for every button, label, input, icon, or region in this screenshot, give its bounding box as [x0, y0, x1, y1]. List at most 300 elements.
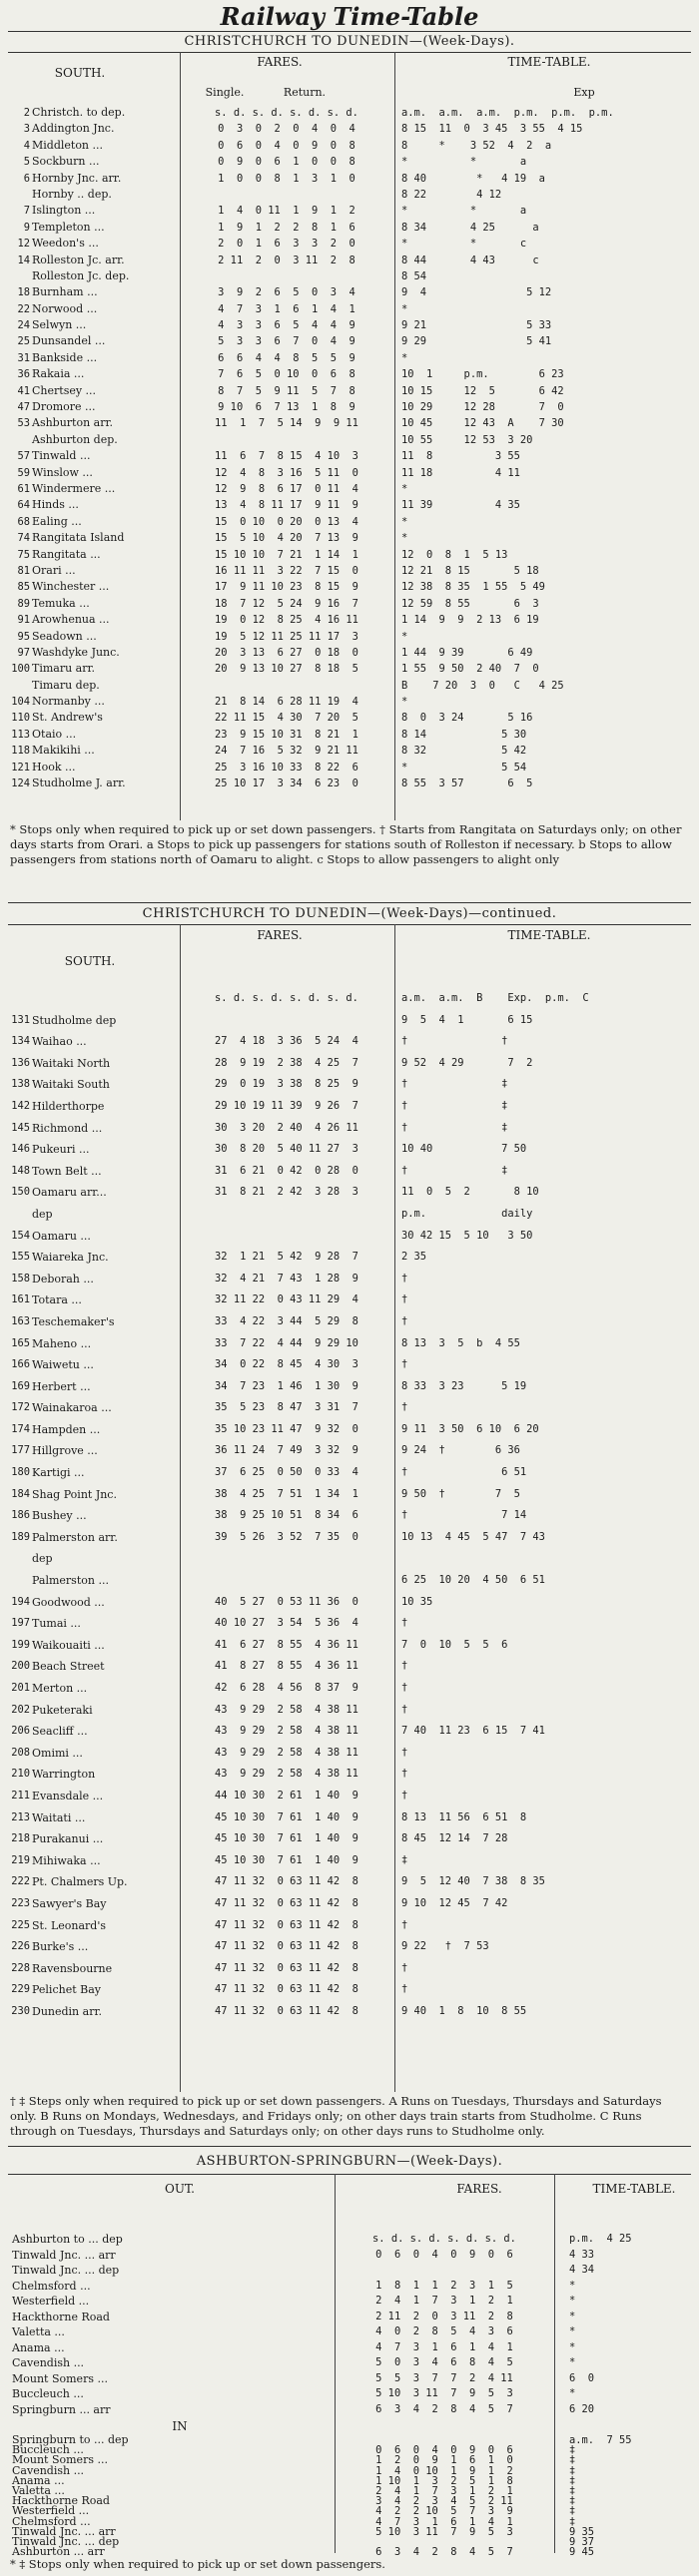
station-cell: Omimi ... — [32, 1746, 83, 1760]
times-cell: † — [401, 1682, 408, 1694]
station-cell: Hackthorne Road — [12, 2494, 110, 2508]
mileage-cell: 158 — [11, 1272, 30, 1285]
mileage-cell: 81 — [17, 564, 30, 577]
mileage-cell: 118 — [11, 745, 30, 758]
fares-cell: 3 4 2 3 4 5 2 11 — [375, 2495, 513, 2508]
mileage-cell: 12 — [17, 238, 30, 251]
times-cell: † — [401, 1789, 408, 1802]
fares-cell: 25 3 16 10 33 8 22 6 — [215, 761, 358, 773]
fares-cell: 29 0 19 3 38 8 25 9 — [215, 1078, 358, 1091]
station-cell: Evansdale ... — [32, 1789, 104, 1803]
fares-cell: 43 9 29 2 58 4 38 11 — [215, 1703, 358, 1716]
section3-timetable-header: TIME-TABLE. — [592, 2182, 676, 2196]
station-cell: Ashburton arr. — [32, 416, 114, 430]
fares-cell: 40 5 27 0 53 11 36 0 — [215, 1595, 358, 1608]
section3-out-header: OUT. — [164, 2182, 195, 2196]
station-cell: Beach Street — [32, 1660, 105, 1674]
times-cell: * — [401, 482, 408, 495]
times-cell: 1 44 9 39 6 49 — [401, 646, 533, 659]
fares-cell: 4 7 3 1 6 1 4 1 — [375, 2340, 513, 2353]
fares-cell: 31 6 21 0 42 0 28 0 — [215, 1164, 358, 1177]
station-cell: Valetta ... — [12, 2325, 65, 2338]
station-cell: Waitaki North — [32, 1056, 111, 1070]
fares-cell: 1 2 0 9 1 6 1 0 — [375, 2454, 513, 2467]
times-cell: 11 39 4 35 — [401, 499, 520, 512]
fares-cell: 47 11 32 0 63 11 42 8 — [215, 1918, 358, 1931]
fares-cell: 0 6 0 4 0 9 0 6 — [375, 2248, 513, 2261]
fares-cell: 4 7 3 1 6 1 4 1 — [375, 2515, 513, 2528]
fares-cell: 24 7 16 5 32 9 21 11 — [215, 745, 358, 758]
station-cell: Temuka ... — [32, 596, 90, 610]
mileage-cell: 202 — [11, 1703, 30, 1716]
fares-cell: 1 0 0 8 1 3 1 0 — [218, 172, 355, 185]
times-cell: 8 14 5 30 — [401, 728, 527, 741]
times-cell: 8 13 11 56 6 51 8 — [401, 1810, 527, 1823]
station-cell: Waikouaiti ... — [32, 1638, 105, 1652]
times-cell: * — [401, 302, 408, 315]
station-cell: Selwyn ... — [32, 318, 87, 332]
fares-cell: 43 9 29 2 58 4 38 11 — [215, 1725, 358, 1738]
times-cell: 10 35 — [401, 1595, 433, 1608]
station-cell: Hampden ... — [32, 1422, 101, 1436]
mileage-cell: 166 — [11, 1358, 30, 1371]
times-cell: † ‡ — [401, 1078, 508, 1091]
fares-cell: 13 4 8 11 17 9 11 9 — [215, 499, 358, 512]
mileage-cell: 134 — [11, 1035, 30, 1048]
station-cell: Springburn to ... dep — [12, 2433, 129, 2446]
station-cell: Christch. to dep. — [32, 106, 126, 119]
fares-cell: 16 11 11 3 22 7 15 0 — [215, 564, 358, 577]
times-cell: ‡ — [569, 2505, 576, 2518]
times-cell: 10 45 12 43 A 7 30 — [401, 417, 564, 430]
station-cell: Weedon's ... — [32, 237, 99, 251]
fares-cell: 45 10 30 7 61 1 40 9 — [215, 1832, 358, 1845]
times-cell: † — [401, 1918, 408, 1931]
section1-timetable-header: TIME-TABLE. — [507, 55, 591, 69]
fares-cell: 5 5 3 7 7 2 4 11 — [375, 2371, 513, 2384]
times-cell: † — [401, 1401, 408, 1414]
mileage-cell: 18 — [17, 286, 30, 299]
fares-cell: 41 6 27 8 55 4 36 11 — [215, 1638, 358, 1651]
times-cell: B 7 20 3 0 C 4 25 — [401, 679, 564, 692]
mileage-cell: 104 — [11, 696, 30, 709]
times-cell: 9 24 † 6 36 — [401, 1444, 520, 1457]
mileage-cell: 74 — [17, 532, 30, 545]
mileage-cell: 230 — [11, 2004, 30, 2017]
times-cell: 9 5 12 40 7 38 8 35 — [401, 1875, 545, 1888]
times-cell: 9 45 — [569, 2546, 595, 2559]
times-cell: 9 21 5 33 — [401, 319, 552, 332]
mileage-cell: 211 — [11, 1789, 30, 1802]
station-cell: Purakanui ... — [32, 1832, 104, 1846]
station-cell: Ashburton ... arr — [12, 2545, 105, 2559]
mileage-cell: 22 — [17, 302, 30, 315]
station-cell: Herbert ... — [32, 1379, 91, 1393]
station-cell: Maheno ... — [32, 1336, 92, 1350]
station-cell: St. Andrew's — [32, 711, 103, 725]
times-cell: † — [401, 1617, 408, 1630]
times-cell: † 6 51 — [401, 1466, 527, 1479]
fares-cell: 47 11 32 0 63 11 42 8 — [215, 1940, 358, 1953]
station-cell: Tinwald Jnc. ... dep — [12, 2534, 120, 2548]
station-cell: Chertsey ... — [32, 383, 97, 397]
fares-cell: 41 8 27 8 55 4 36 11 — [215, 1660, 358, 1673]
fares-cell: 23 9 15 10 31 8 21 1 — [215, 728, 358, 741]
fares-cell: 7 6 5 0 10 0 6 8 — [218, 368, 355, 381]
times-cell: 11 0 5 2 8 10 — [401, 1186, 539, 1199]
fares-cell: 31 8 21 2 42 3 28 3 — [215, 1186, 358, 1199]
fares-cell: 1 8 1 1 2 3 1 5 — [375, 2279, 513, 2292]
fares-cell: 4 0 2 8 5 4 3 6 — [375, 2325, 513, 2337]
mileage-cell: 53 — [17, 417, 30, 430]
station-cell: Palmerston ... — [32, 1574, 109, 1588]
fares-cell: 33 4 22 3 44 5 29 8 — [215, 1314, 358, 1327]
station-cell: Springburn ... arr — [12, 2402, 111, 2416]
station-cell: Burnham ... — [32, 285, 98, 299]
mileage-cell: 5 — [23, 156, 30, 169]
mileage-cell: 100 — [11, 663, 30, 676]
fares-cell: 28 9 19 2 38 4 25 7 — [215, 1056, 358, 1069]
station-cell: Bushey ... — [32, 1509, 87, 1523]
fares-cell: 0 6 0 4 0 9 0 6 — [375, 2444, 513, 2457]
station-cell: Town Belt ... — [32, 1164, 102, 1178]
mileage-cell: 57 — [17, 450, 30, 463]
fares-cell: 0 3 0 2 0 4 0 4 — [218, 123, 355, 136]
mileage-cell: 184 — [11, 1487, 30, 1500]
times-cell: 8 22 4 12 — [401, 188, 502, 201]
times-cell: 2 35 — [401, 1251, 427, 1264]
times-cell: † — [401, 1314, 408, 1327]
times-cell: 8 55 3 57 6 5 — [401, 777, 533, 790]
station-cell: Rangitata ... — [32, 547, 101, 561]
times-cell: * — [569, 2356, 576, 2368]
mileage-cell: 131 — [11, 1013, 30, 1026]
station-cell: Addington Jnc. — [32, 122, 115, 136]
times-cell: ‡ — [569, 2484, 576, 2497]
times-cell: 10 1 p.m. 6 23 — [401, 368, 564, 381]
station-cell: Oamaru ... — [32, 1229, 91, 1243]
fares-cell: 19 0 12 8 25 4 16 11 — [215, 614, 358, 627]
station-cell: Hornby Jnc. arr. — [32, 171, 122, 185]
mileage-cell: 9 — [23, 221, 30, 234]
fares-cell: s. d. s. d. s. d. s. d. — [215, 992, 358, 1004]
fares-cell: 5 10 3 11 7 9 5 3 — [375, 2525, 513, 2538]
station-cell: Palmerston arr. — [32, 1530, 118, 1544]
fares-cell: 1 4 0 10 1 9 1 2 — [375, 2464, 513, 2477]
times-cell: † — [401, 1293, 408, 1306]
times-cell: * * c — [401, 238, 527, 251]
station-cell: Timaru dep. — [32, 678, 100, 692]
station-cell: Rangitata Island — [32, 531, 125, 545]
station-cell: Hook ... — [32, 760, 76, 773]
mileage-cell: 161 — [11, 1293, 30, 1306]
times-cell: 30 42 15 5 10 3 50 — [401, 1229, 533, 1242]
times-cell: 9 4 5 12 — [401, 286, 552, 299]
times-cell: 9 22 † 7 53 — [401, 1940, 489, 1953]
station-cell: Rolleston Jc. dep. — [32, 268, 130, 282]
fares-cell: 34 7 23 1 46 1 30 9 — [215, 1379, 358, 1392]
station-cell: Mount Somers ... — [12, 2453, 108, 2467]
fares-cell: 21 8 14 6 28 11 19 4 — [215, 696, 358, 709]
station-cell: Totara ... — [32, 1293, 82, 1307]
fares-cell: 40 10 27 3 54 5 36 4 — [215, 1617, 358, 1630]
station-cell: Seacliff ... — [32, 1725, 88, 1739]
fares-cell: s. d. s. d. s. d. s. d. — [372, 2233, 516, 2245]
mileage-cell: 145 — [11, 1121, 30, 1134]
station-cell: Pt. Chalmers Up. — [32, 1875, 128, 1889]
times-cell: 1 14 9 9 2 13 6 19 — [401, 614, 539, 627]
mileage-cell: 228 — [11, 1961, 30, 1974]
station-cell: Chelmsford ... — [12, 2279, 91, 2293]
section3-fares-header: FARES. — [456, 2182, 502, 2196]
times-cell: ‡ — [569, 2444, 576, 2457]
mileage-cell: 177 — [11, 1444, 30, 1457]
station-cell: Waitati ... — [32, 1810, 86, 1824]
mileage-cell: 136 — [11, 1056, 30, 1069]
mileage-cell: 155 — [11, 1251, 30, 1264]
section2-south-header: SOUTH. — [64, 954, 116, 968]
times-cell: 1 55 9 50 2 40 7 0 — [401, 663, 539, 676]
mileage-cell: 208 — [11, 1746, 30, 1759]
fares-cell: 2 4 1 7 3 1 2 1 — [375, 2484, 513, 2497]
times-cell: * — [569, 2310, 576, 2322]
fares-cell: 6 3 4 2 8 4 5 7 — [375, 2546, 513, 2559]
mileage-cell: 138 — [11, 1078, 30, 1091]
station-cell: Waiareka Jnc. — [32, 1251, 109, 1265]
times-cell: 9 50 † 7 5 — [401, 1487, 520, 1500]
times-cell: 10 40 7 50 — [401, 1143, 527, 1156]
station-cell: Pelichet Bay — [32, 1983, 101, 1997]
fares-cell: 6 6 4 4 8 5 5 9 — [218, 351, 355, 364]
station-cell: Teschemaker's — [32, 1314, 115, 1328]
times-cell: 10 13 4 45 5 47 7 43 — [401, 1530, 545, 1543]
station-cell: Washdyke Junc. — [32, 645, 120, 659]
station-cell: Normanby ... — [32, 695, 105, 709]
station-cell: Studholme dep — [32, 1013, 117, 1027]
station-cell: Sockburn ... — [32, 155, 100, 169]
section1-title: CHRISTCHURCH TO DUNEDIN—(Week-Days). — [184, 34, 515, 49]
mileage-cell: 146 — [11, 1143, 30, 1156]
times-cell: 10 15 12 5 6 42 — [401, 384, 564, 397]
mileage-cell: 197 — [11, 1617, 30, 1630]
mileage-cell: 3 — [23, 123, 30, 136]
station-cell: Westerfield ... — [12, 2295, 90, 2308]
fares-cell: 29 10 19 11 39 9 26 7 — [215, 1099, 358, 1112]
times-cell: 11 8 3 55 — [401, 450, 520, 463]
mileage-cell: 110 — [11, 712, 30, 725]
mileage-cell: 225 — [11, 1918, 30, 1931]
mileage-cell: 47 — [17, 401, 30, 414]
times-cell: 8 * 3 52 4 2 a — [401, 139, 552, 152]
station-cell: Westerfield ... — [12, 2504, 90, 2518]
fares-cell: 30 8 20 5 40 11 27 3 — [215, 1143, 358, 1156]
mileage-cell: 222 — [11, 1875, 30, 1888]
times-cell: * — [401, 696, 408, 709]
fares-cell: 43 9 29 2 58 4 38 11 — [215, 1768, 358, 1781]
times-cell: 8 33 3 23 5 19 — [401, 1379, 527, 1392]
times-cell: ‡ — [401, 1853, 408, 1866]
section1-fares-header: FARES. — [257, 55, 303, 69]
mileage-cell: 218 — [11, 1832, 30, 1845]
mileage-cell: 180 — [11, 1466, 30, 1479]
mileage-cell: 148 — [11, 1164, 30, 1177]
station-cell: Middleton ... — [32, 138, 104, 152]
fares-cell: 12 4 8 3 16 5 11 0 — [215, 466, 358, 479]
times-cell: 12 0 8 1 5 13 — [401, 548, 508, 561]
times-cell: 4 34 — [569, 2264, 595, 2276]
section3-notes: * ‡ Stops only when required to pick up or set down passengers. — [10, 2557, 385, 2571]
times-cell: 8 32 5 42 — [401, 745, 527, 758]
fares-cell: 47 11 32 0 63 11 42 8 — [215, 1983, 358, 1996]
mileage-cell: 4 — [23, 139, 30, 152]
times-cell: 7 40 11 23 6 15 7 41 — [401, 1725, 545, 1738]
station-cell: Warrington — [32, 1768, 96, 1782]
mileage-cell: 194 — [11, 1595, 30, 1608]
fares-cell: 22 11 15 4 30 7 20 5 — [215, 712, 358, 725]
station-cell: Otaio ... — [32, 727, 77, 741]
times-cell: 10 29 12 28 7 0 — [401, 401, 564, 414]
fares-cell: s. d. s. d. s. d. s. d. — [215, 107, 358, 119]
mileage-cell: 61 — [17, 482, 30, 495]
fares-cell: 36 11 24 7 49 3 32 9 — [215, 1444, 358, 1457]
mileage-cell: 85 — [17, 581, 30, 594]
times-cell: 9 11 3 50 6 10 6 20 — [401, 1422, 539, 1435]
station-cell: Wainakaroa ... — [32, 1401, 112, 1415]
fares-cell: 34 0 22 8 45 4 30 3 — [215, 1358, 358, 1371]
times-cell: 9 52 4 29 7 2 — [401, 1056, 533, 1069]
times-cell: † ‡ — [401, 1164, 508, 1177]
mileage-cell: 41 — [17, 384, 30, 397]
station-cell: Tinwald Jnc. ... arr — [12, 2248, 116, 2262]
station-cell: Hilderthorpe — [32, 1099, 105, 1113]
station-cell: Ravensbourne — [32, 1961, 113, 1975]
mileage-cell: 124 — [11, 777, 30, 790]
station-cell: Ealing ... — [32, 514, 82, 528]
fares-cell: 18 7 12 5 24 9 16 7 — [215, 597, 358, 610]
mileage-cell: 68 — [17, 515, 30, 528]
mileage-cell: 6 — [23, 172, 30, 185]
fares-cell: 2 11 2 0 3 11 2 8 — [375, 2310, 513, 2322]
station-cell: Rakaia ... — [32, 367, 85, 381]
times-cell: * — [569, 2340, 576, 2353]
mileage-cell: 97 — [17, 646, 30, 659]
times-cell: 8 54 — [401, 269, 427, 282]
station-cell: Seadown ... — [32, 629, 97, 643]
station-cell: Richmond ... — [32, 1121, 103, 1135]
mileage-cell: 229 — [11, 1983, 30, 1996]
station-cell: Deborah ... — [32, 1272, 94, 1286]
fares-cell: 12 9 8 6 17 0 11 4 — [215, 482, 358, 495]
fares-cell: 43 9 29 2 58 4 38 11 — [215, 1746, 358, 1759]
times-cell: † — [401, 1703, 408, 1716]
station-cell: Tinwald Jnc. ... arr — [12, 2524, 116, 2538]
times-cell: * — [569, 2325, 576, 2337]
times-cell: a.m. a.m. B Exp. p.m. C — [401, 992, 589, 1004]
station-cell: St. Leonard's — [32, 1918, 106, 1932]
times-cell: 11 18 4 11 — [401, 466, 520, 479]
section1-return-label: Return. — [283, 86, 327, 99]
times-cell: 8 0 3 24 5 16 — [401, 712, 533, 725]
fares-cell: 42 6 28 4 56 8 37 9 — [215, 1682, 358, 1694]
fares-cell: 9 10 6 7 13 1 8 9 — [218, 401, 355, 414]
times-cell: 8 13 3 5 b 4 55 — [401, 1336, 520, 1349]
station-cell: Norwood ... — [32, 301, 98, 315]
fares-cell: 3 9 2 6 5 0 3 4 — [218, 286, 355, 299]
times-cell: p.m. 4 25 — [569, 2233, 632, 2245]
times-cell: † 7 14 — [401, 1509, 527, 1522]
times-cell: 6 0 — [569, 2371, 595, 2384]
mileage-cell: 213 — [11, 1810, 30, 1823]
times-cell: ‡ — [569, 2454, 576, 2467]
mileage-cell: 36 — [17, 368, 30, 381]
fares-cell: 1 9 1 2 2 8 1 6 — [218, 221, 355, 234]
mileage-cell: 142 — [11, 1099, 30, 1112]
fares-cell: 27 4 18 3 36 5 24 4 — [215, 1035, 358, 1048]
station-cell: Hornby .. dep. — [32, 187, 112, 201]
mileage-cell: 24 — [17, 319, 30, 332]
fares-cell: 38 4 25 7 51 1 34 1 — [215, 1487, 358, 1500]
times-cell: * * a — [401, 156, 527, 169]
mileage-cell: 206 — [11, 1725, 30, 1738]
times-cell: * — [401, 515, 408, 528]
mileage-cell: 154 — [11, 1229, 30, 1242]
station-cell: Rolleston Jc. arr. — [32, 253, 125, 266]
times-cell: ‡ — [569, 2464, 576, 2477]
mileage-cell: 59 — [17, 466, 30, 479]
times-cell: 9 40 1 8 10 8 55 — [401, 2004, 527, 2017]
times-cell: 4 33 — [569, 2248, 595, 2261]
times-cell: 9 35 — [569, 2525, 595, 2538]
station-cell: Bankside ... — [32, 350, 98, 364]
station-cell: Mount Somers ... — [12, 2371, 108, 2385]
station-cell: Studholme J. arr. — [32, 776, 126, 790]
section1-south-header: SOUTH. — [54, 66, 106, 80]
fares-cell: 5 3 3 6 7 0 4 9 — [218, 335, 355, 348]
times-cell: * — [569, 2295, 576, 2307]
station-cell: Hillgrove ... — [32, 1444, 98, 1458]
times-cell: * — [569, 2279, 576, 2292]
station-cell: Mihiwaka ... — [32, 1853, 101, 1867]
fares-cell: 15 10 10 7 21 1 14 1 — [215, 548, 358, 561]
mileage-cell: 75 — [17, 548, 30, 561]
section3-in-header: IN — [172, 2419, 188, 2433]
mileage-cell: 165 — [11, 1336, 30, 1349]
times-cell: * — [401, 351, 408, 364]
station-cell: Shag Point Jnc. — [32, 1487, 117, 1501]
fares-cell: 6 3 4 2 8 4 5 7 — [375, 2402, 513, 2415]
times-cell: ‡ — [569, 2515, 576, 2528]
times-cell: 7 0 10 5 5 6 — [401, 1638, 508, 1651]
fares-cell: 35 10 23 11 47 9 32 0 — [215, 1422, 358, 1435]
station-cell: Makikihi ... — [32, 744, 95, 758]
fares-cell: 47 11 32 0 63 11 42 8 — [215, 2004, 358, 2017]
times-cell: 12 38 8 35 1 55 5 49 — [401, 581, 545, 594]
fares-cell: 2 0 1 6 3 3 2 0 — [218, 238, 355, 251]
section1-rule — [8, 52, 691, 53]
mileage-cell: 113 — [11, 728, 30, 741]
mileage-cell: 31 — [17, 351, 30, 364]
fares-cell: 37 6 25 0 50 0 33 4 — [215, 1466, 358, 1479]
times-cell: † — [401, 1768, 408, 1781]
mileage-cell: 14 — [17, 254, 30, 266]
station-cell: Dunsandel ... — [32, 334, 106, 348]
station-cell: Dunedin arr. — [32, 2004, 103, 2018]
station-cell: Oamaru arr... — [32, 1186, 107, 1200]
station-cell: Hackthorne Road — [12, 2310, 110, 2323]
times-cell: p.m. daily — [401, 1207, 533, 1220]
times-cell: * — [401, 630, 408, 643]
station-cell: Anama ... — [12, 2340, 65, 2354]
